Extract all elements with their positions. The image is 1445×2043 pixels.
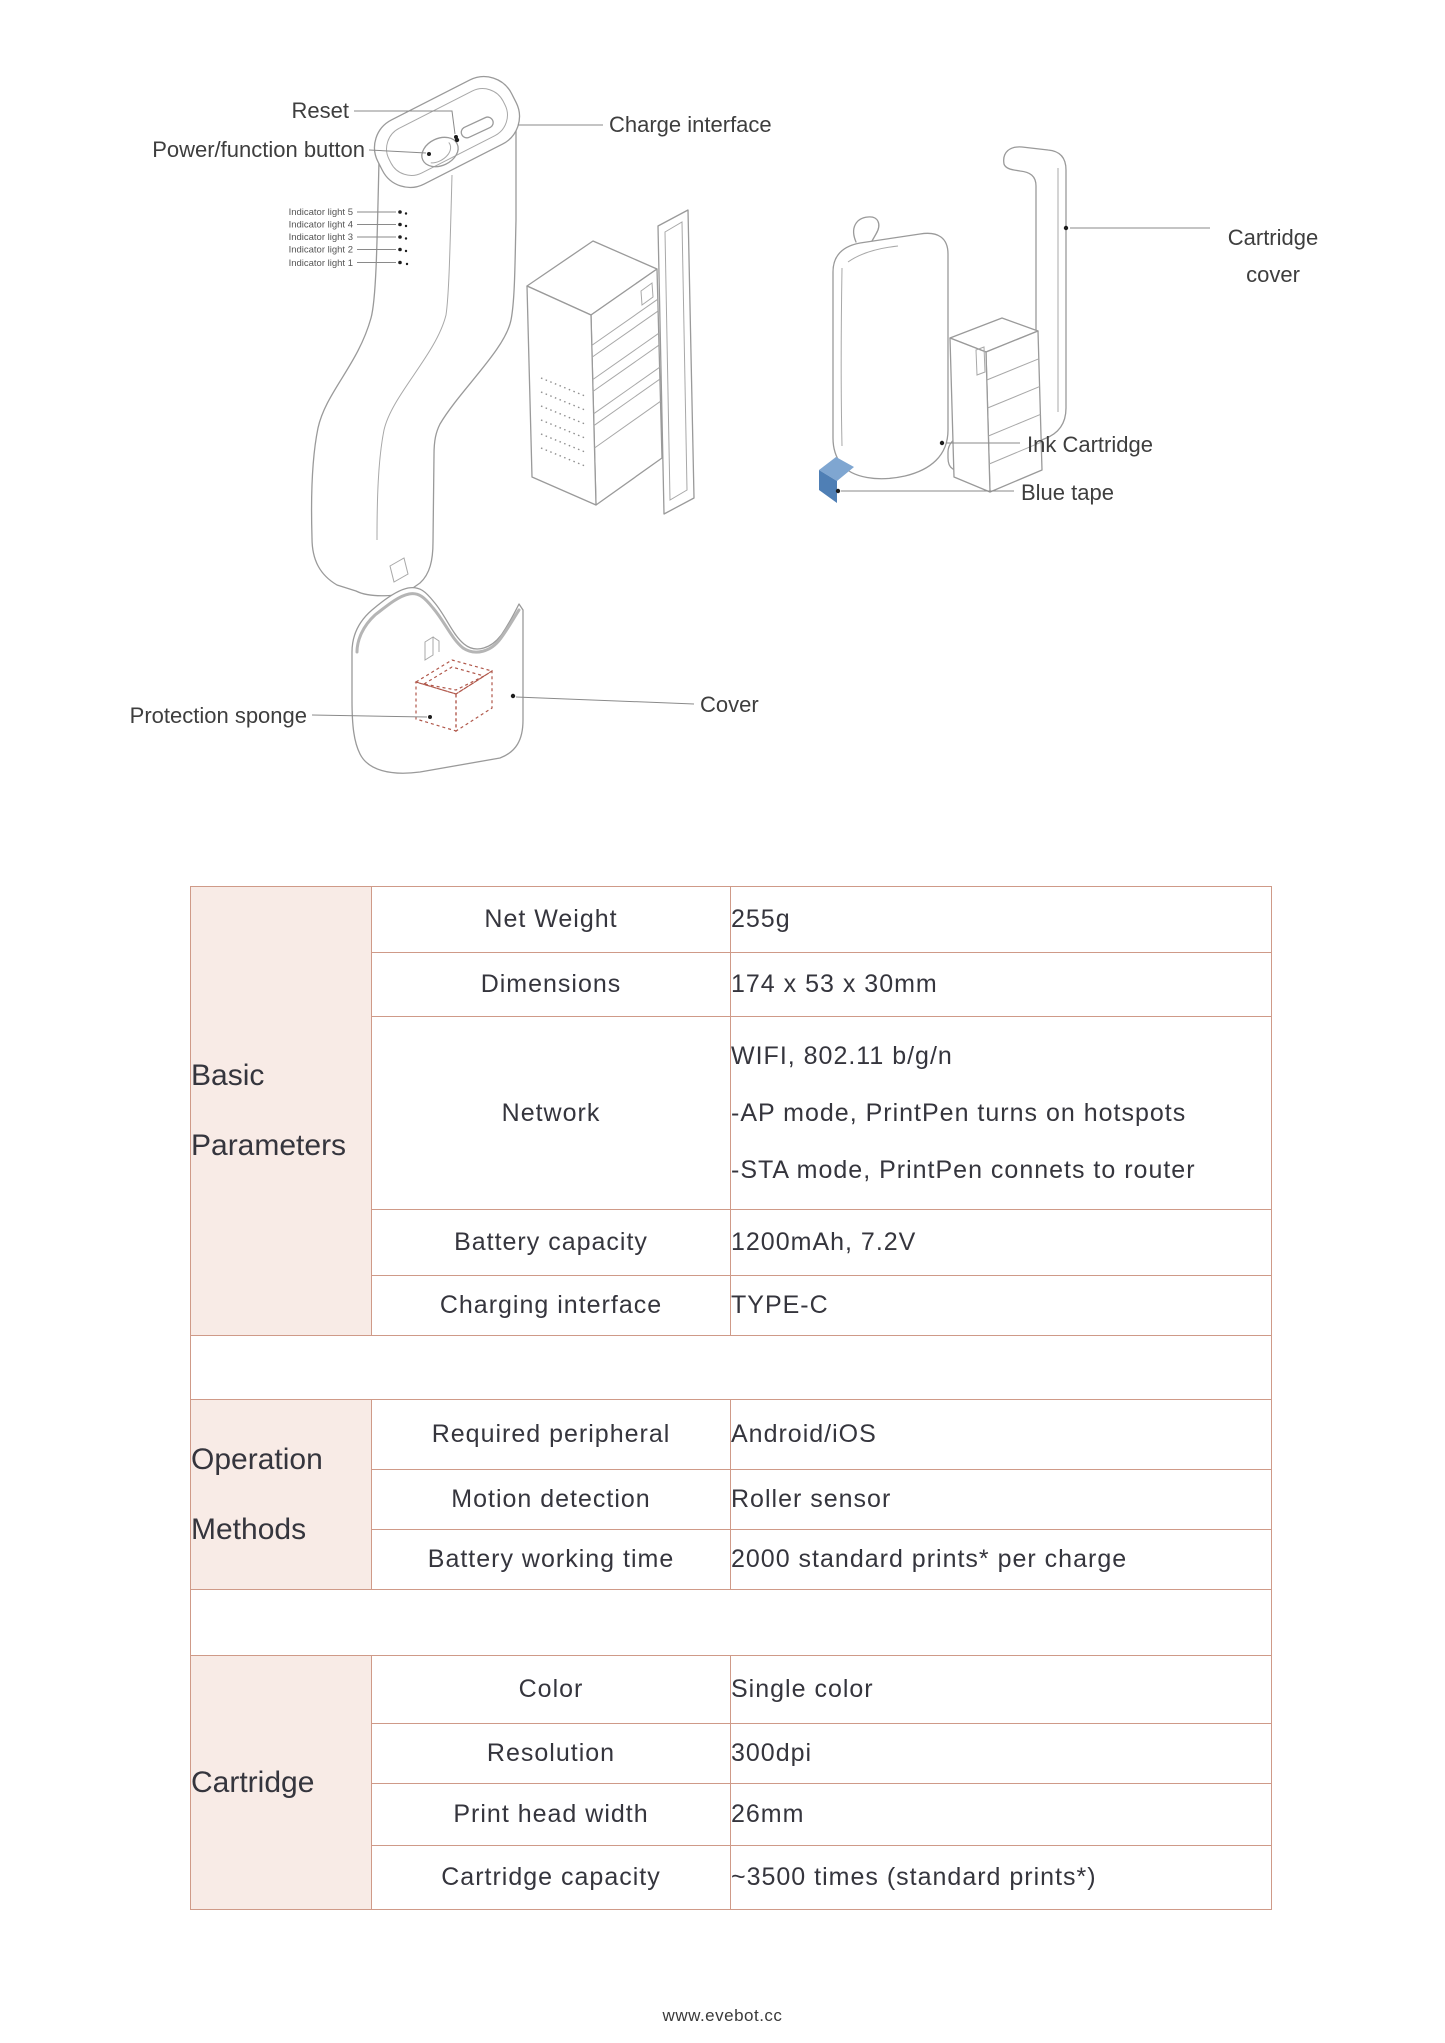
- exploded-view-diagram: [0, 0, 1445, 820]
- label-indicator-light-2: Indicator light 2: [288, 244, 353, 256]
- spec-value: ~3500 times (standard prints*): [731, 1846, 1272, 1910]
- spec-label: Cartridge capacity: [372, 1846, 731, 1910]
- group-title-line: Cartridge: [191, 1765, 315, 1799]
- group-header-cartridge: [191, 1656, 372, 1910]
- spec-label: Charging interface: [372, 1276, 731, 1336]
- label-cover: Cover: [700, 692, 759, 717]
- spec-label: Color: [372, 1656, 731, 1724]
- spec-value: Android/iOS: [731, 1400, 1272, 1470]
- spec-value: [731, 1017, 1272, 1210]
- spec-value: Single color: [731, 1656, 1272, 1724]
- spec-value-line: -AP mode, PrintPen turns on hotspots: [731, 1098, 1187, 1127]
- group-title-line: Operation: [191, 1442, 323, 1476]
- label-cartridge-cover-line2: cover: [1246, 262, 1300, 287]
- spec-label: Network: [372, 1017, 731, 1210]
- spec-value: TYPE-C: [731, 1276, 1272, 1336]
- spacer-row: [191, 1336, 1272, 1400]
- spacer-row: [191, 1590, 1272, 1656]
- cover-illustration: [352, 588, 523, 774]
- group-title-line: Methods: [191, 1512, 307, 1546]
- label-reset: Reset: [291, 98, 349, 123]
- table-row: [191, 1656, 1272, 1724]
- spec-value: 1200mAh, 7.2V: [731, 1210, 1272, 1276]
- spec-table: [190, 886, 1272, 1910]
- label-indicator-light-5: Indicator light 5: [288, 207, 353, 218]
- spec-label: Battery working time: [372, 1530, 731, 1590]
- label-indicator-light-1: Indicator light 1: [288, 258, 353, 269]
- spec-label: Required peripheral: [372, 1400, 731, 1470]
- label-blue-tape: Blue tape: [1021, 480, 1114, 505]
- ink-cartridge-illustration: [950, 318, 1042, 492]
- spec-value: Roller sensor: [731, 1470, 1272, 1530]
- ink-cartridge-holder-illustration: [833, 217, 948, 479]
- label-power-function-button: Power/function button: [152, 137, 365, 162]
- spec-value: 255g: [731, 887, 1272, 953]
- label-protection-sponge: Protection sponge: [129, 703, 307, 728]
- label-charge-interface: Charge interface: [609, 112, 772, 137]
- spec-value: 174 x 53 x 30mm: [731, 953, 1272, 1017]
- spec-label: Motion detection: [372, 1470, 731, 1530]
- label-cartridge-cover-line1: Cartridge: [1227, 225, 1319, 250]
- spec-value-line: WIFI, 802.11 b/g/n: [731, 1041, 953, 1070]
- spec-value: 300dpi: [731, 1724, 1272, 1784]
- spacer-cell: [191, 1336, 1272, 1400]
- spec-label: Print head width: [372, 1784, 731, 1846]
- spare-cartridge-illustration: [527, 210, 694, 514]
- group-header-basic-parameters: [191, 887, 372, 1336]
- label-indicator-light-4: Indicator light 4: [288, 219, 353, 231]
- spec-value: 26mm: [731, 1784, 1272, 1846]
- spacer-cell: [191, 1590, 1272, 1656]
- spec-label: Resolution: [372, 1724, 731, 1784]
- label-ink-cartridge: Ink Cartridge: [1027, 432, 1153, 457]
- footer-url: www.evebot.cc: [662, 2006, 783, 2025]
- group-header-operation-methods: [191, 1400, 372, 1590]
- spec-value: 2000 standard prints* per charge: [731, 1530, 1272, 1590]
- table-row: [191, 887, 1272, 953]
- group-title-line: Basic: [191, 1059, 265, 1092]
- spec-value-line: -STA mode, PrintPen connets to router: [731, 1155, 1196, 1184]
- spec-label: Battery capacity: [372, 1210, 731, 1276]
- label-indicator-light-3: Indicator light 3: [288, 232, 353, 243]
- spec-label: Net Weight: [372, 887, 731, 953]
- group-title-line: Parameters: [191, 1129, 347, 1162]
- table-row: [191, 1400, 1272, 1470]
- spec-label: Dimensions: [372, 953, 731, 1017]
